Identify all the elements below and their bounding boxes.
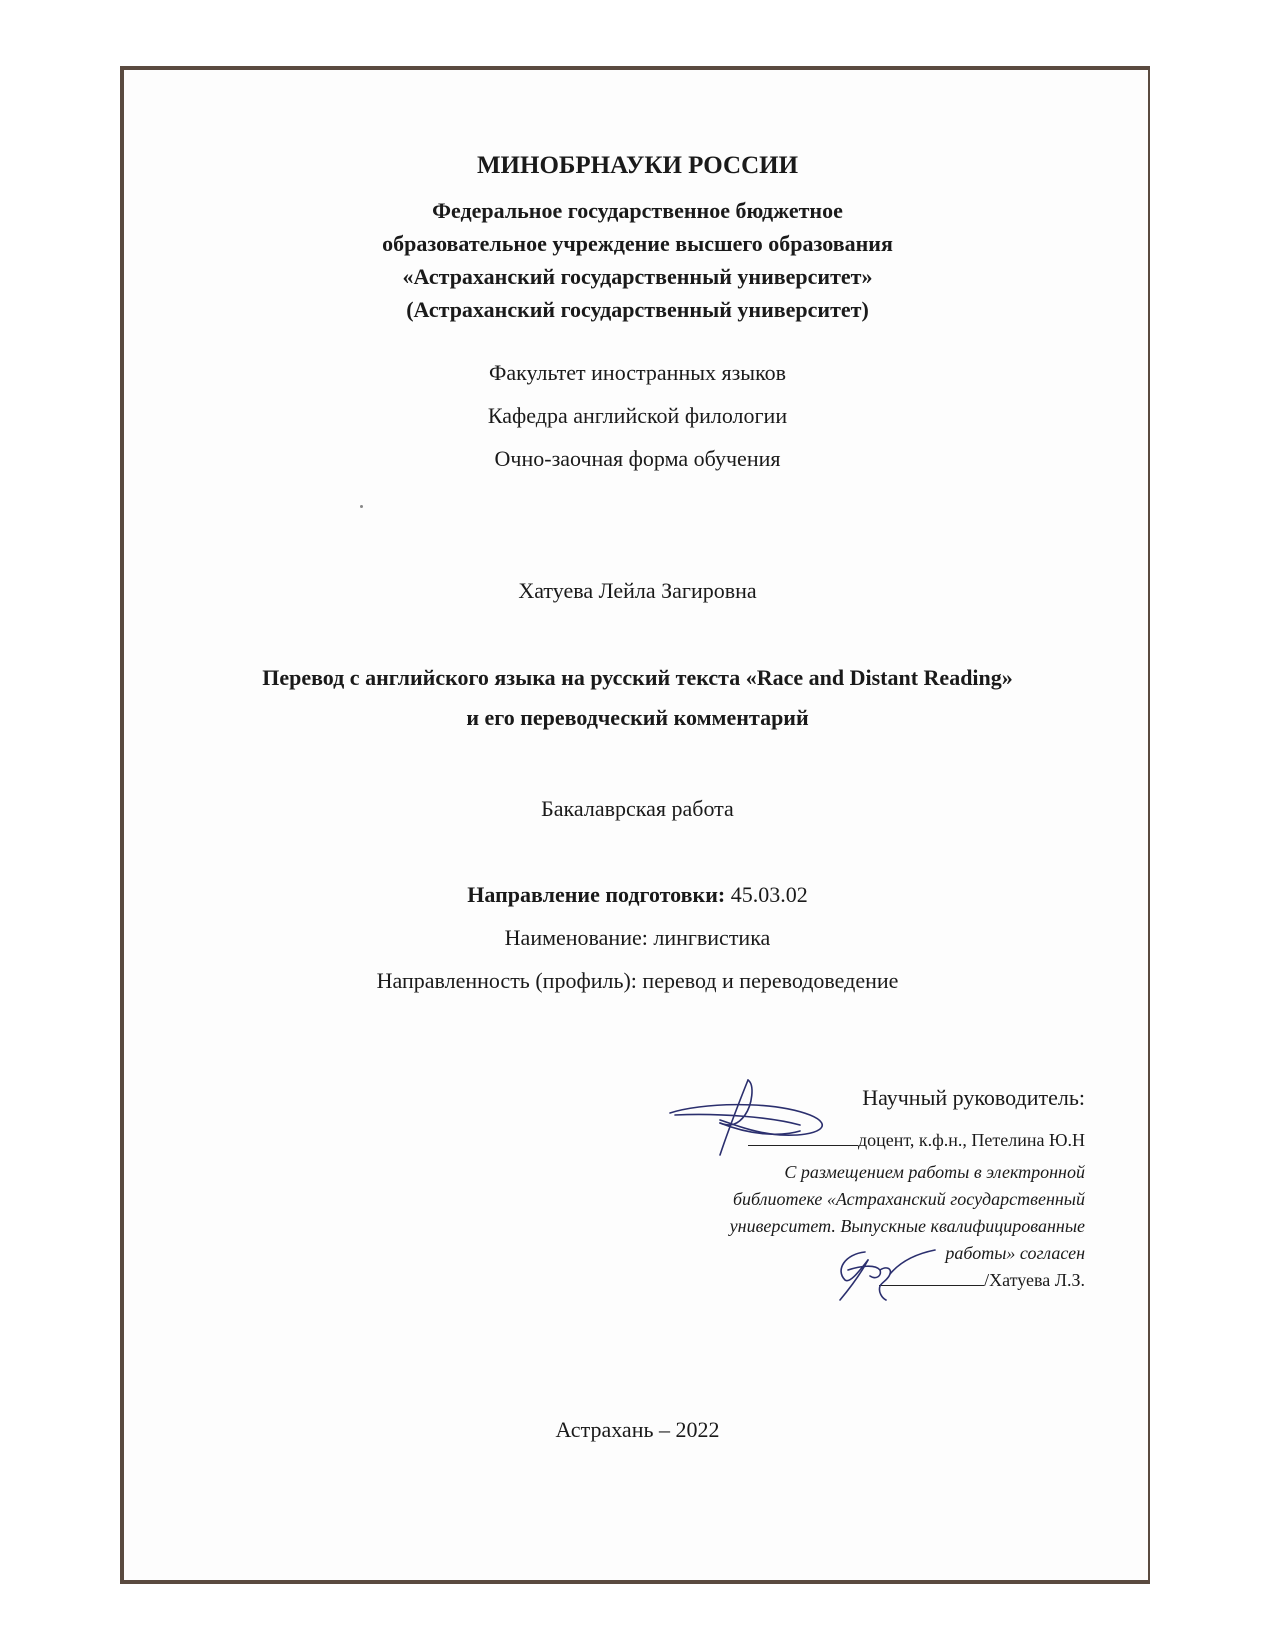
direction-row (0, 882, 1275, 908)
scan-speck (360, 505, 363, 508)
thesis-title-line-2: и его переводческий комментарий (466, 705, 809, 730)
program-profile: Направленность (профиль): перевод и переводоведение (376, 968, 899, 993)
institution-line-3: «Астраханский государственный университет» (402, 264, 873, 289)
institution-line-1: Федеральное государственное бюджетное (432, 198, 843, 223)
program-name: Наименование: лингвистика (504, 925, 771, 950)
study-form: Очно-заочная форма обучения (494, 446, 781, 471)
author-name: Хатуева Лейла Загировна (518, 578, 757, 603)
supervisor-details: доцент, к.ф.н., Петелина Ю.Н (857, 1130, 1085, 1150)
consent-line-1: С размещением работы в электронной (784, 1162, 1085, 1182)
city-year: Астрахань – 2022 (555, 1417, 720, 1442)
supervisor-signature (660, 1075, 850, 1165)
direction-code: 45.03.02 (730, 882, 808, 907)
ministry-heading: МИНОБРНАУКИ РОССИИ (476, 152, 799, 179)
consent-line-2: библиотеке «Астраханский государственный (732, 1189, 1085, 1209)
work-type: Бакалаврская работа (541, 796, 734, 821)
thesis-title-line-1: Перевод с английского языка на русский текста «Race and Distant Reading» (262, 665, 1013, 690)
department-name: Кафедра английской филологии (487, 403, 788, 428)
consent-line-3: университет. Выпускные квалифицированные (729, 1216, 1085, 1236)
direction-label: Направление подготовки: (467, 882, 726, 907)
student-name: /Хатуева Л.З. (984, 1270, 1085, 1290)
institution-line-4: (Астраханский государственный университет) (406, 297, 869, 322)
institution-line-2: образовательное учреждение высшего образования (382, 231, 893, 256)
consent-line-4: работы» согласен (945, 1243, 1085, 1263)
faculty-name: Факультет иностранных языков (488, 360, 787, 385)
student-signature (820, 1240, 950, 1305)
supervisor-label: Научный руководитель: (862, 1085, 1085, 1110)
